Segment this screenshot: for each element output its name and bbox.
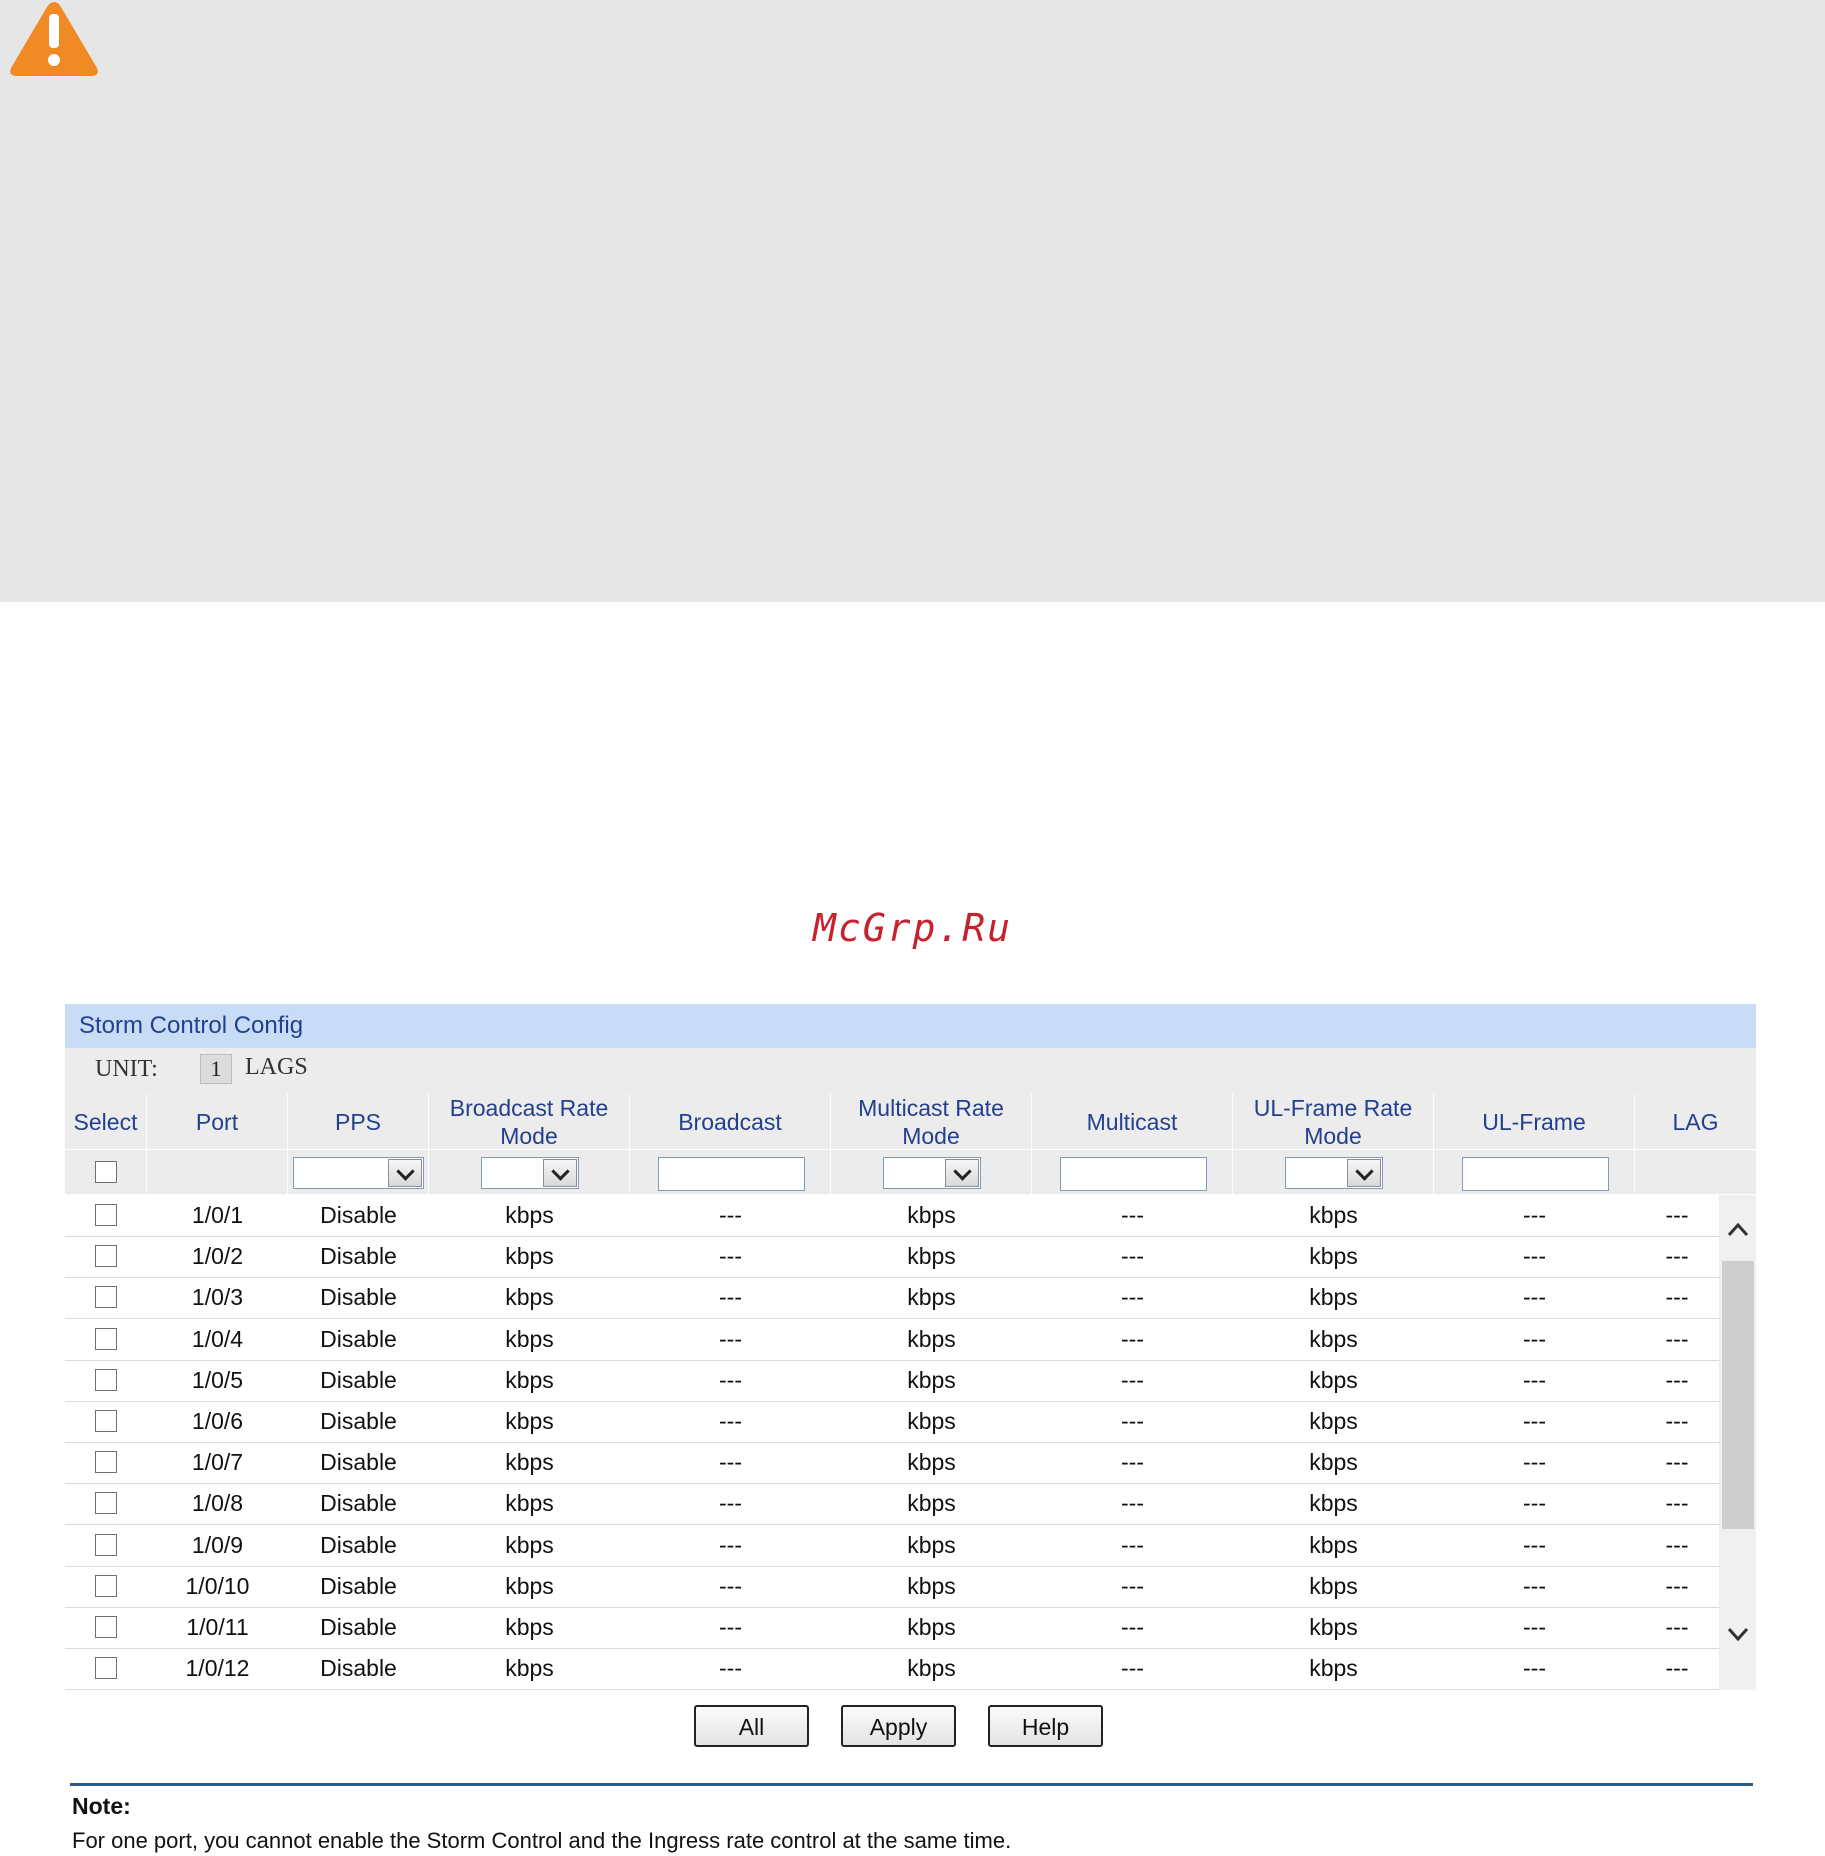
- chevron-down-icon[interactable]: [1726, 1625, 1750, 1645]
- broadcast-cell: ---: [719, 1202, 742, 1228]
- pps-cell: Disable: [320, 1531, 397, 1558]
- multicast-cell: ---: [1121, 1202, 1144, 1228]
- row-select-cell: [65, 1648, 147, 1689]
- pps-cell: Disable: [320, 1325, 397, 1352]
- row-select-checkbox[interactable]: [95, 1204, 117, 1226]
- lag-cell: ---: [1665, 1614, 1689, 1640]
- ulframe-cell: ---: [1523, 1202, 1546, 1228]
- multicast-rate-mode-cell: kbps: [907, 1572, 956, 1599]
- row-select-checkbox[interactable]: [95, 1534, 117, 1556]
- port-cell: 1/0/1: [191, 1202, 244, 1228]
- ulframe-cell: ---: [1523, 1325, 1546, 1352]
- row-select-cell: [65, 1566, 147, 1607]
- column-header-broadcast-rate-mode-line1: Broadcast Rate: [449, 1094, 609, 1121]
- filter-multicast-cell: [1032, 1150, 1233, 1194]
- row-select-checkbox[interactable]: [95, 1410, 117, 1432]
- chevron-up-icon[interactable]: [1726, 1219, 1750, 1239]
- pps-cell: Disable: [320, 1243, 397, 1270]
- filter-port-cell: [147, 1150, 288, 1194]
- lag-cell: ---: [1665, 1202, 1689, 1228]
- lag-cell: ---: [1665, 1325, 1689, 1352]
- multicast-rate-mode-cell: kbps: [907, 1655, 956, 1682]
- multicast-cell: ---: [1121, 1490, 1144, 1517]
- broadcast-rate-mode-cell: kbps: [505, 1284, 554, 1311]
- row-select-checkbox[interactable]: [95, 1575, 117, 1597]
- column-header-multicast-rate-mode-line2: Mode: [902, 1122, 960, 1149]
- broadcast-rate-mode-cell: kbps: [505, 1366, 554, 1393]
- column-header-ulframe-rate-mode: [1233, 1094, 1434, 1149]
- row-select-checkbox[interactable]: [95, 1369, 117, 1391]
- column-header-broadcast: Broadcast: [630, 1094, 831, 1149]
- lag-cell: ---: [1665, 1572, 1689, 1599]
- ulframe-cell: ---: [1523, 1243, 1546, 1270]
- column-header-lag: LAG: [1635, 1094, 1756, 1149]
- pps-cell: Disable: [320, 1655, 397, 1682]
- lag-cell: ---: [1665, 1531, 1689, 1558]
- multicast-rate-mode-cell: kbps: [907, 1284, 956, 1311]
- warning-panel: [0, 0, 1825, 602]
- unit-label: UNIT:: [95, 1056, 158, 1082]
- port-cell: 1/0/2: [191, 1243, 244, 1270]
- multicast-rate-mode-cell: kbps: [907, 1531, 956, 1558]
- ulframe-rate-mode-cell: kbps: [1309, 1366, 1358, 1393]
- broadcast-rate-mode-cell: kbps: [505, 1531, 554, 1558]
- multicast-cell: ---: [1121, 1243, 1144, 1270]
- row-select-cell: [65, 1401, 147, 1442]
- multicast-cell: ---: [1121, 1531, 1144, 1558]
- ulframe-rate-mode-cell: kbps: [1309, 1655, 1358, 1682]
- multicast-rate-mode-cell: kbps: [907, 1408, 956, 1434]
- row-select-checkbox[interactable]: [95, 1451, 117, 1473]
- column-header-pps: PPS: [288, 1094, 429, 1149]
- row-select-checkbox[interactable]: [95, 1286, 117, 1308]
- column-header-select: Select: [65, 1094, 147, 1149]
- broadcast-cell: ---: [719, 1325, 742, 1352]
- column-header-broadcast-rate-mode-line2: Mode: [500, 1122, 558, 1149]
- filter-ulframe-rate-mode-cell: [1233, 1150, 1434, 1194]
- ulframe-rate-mode-cell: kbps: [1309, 1325, 1358, 1352]
- filter-broadcast-cell: [630, 1150, 831, 1194]
- pps-cell: Disable: [320, 1449, 397, 1476]
- filter-lag-cell: [1635, 1150, 1756, 1194]
- column-header-broadcast-rate-mode: [429, 1094, 630, 1149]
- broadcast-rate-mode-cell: kbps: [505, 1325, 554, 1352]
- table-row[interactable]: [65, 1525, 1719, 1567]
- ulframe-cell: ---: [1523, 1366, 1546, 1393]
- ulframe-cell: ---: [1523, 1531, 1546, 1558]
- row-select-cell: [65, 1442, 147, 1483]
- broadcast-rate-mode-cell: kbps: [505, 1655, 554, 1682]
- ulframe-cell: ---: [1523, 1655, 1546, 1682]
- column-header-multicast-rate-mode-line1: Multicast Rate: [858, 1094, 1004, 1121]
- column-header-ulframe: UL-Frame: [1434, 1094, 1635, 1149]
- multicast-rate-mode-cell: kbps: [907, 1202, 956, 1228]
- table-row[interactable]: [65, 1483, 1719, 1525]
- multicast-input[interactable]: [1060, 1157, 1207, 1191]
- broadcast-cell: ---: [719, 1366, 742, 1393]
- row-select-cell: [65, 1236, 147, 1277]
- row-select-checkbox[interactable]: [95, 1245, 117, 1267]
- panel-title-text: Storm Control Config: [79, 1012, 304, 1039]
- multicast-rate-mode-cell: kbps: [907, 1614, 956, 1640]
- port-cell: 1/0/9: [191, 1531, 244, 1558]
- multicast-rate-mode-cell: kbps: [907, 1325, 956, 1352]
- broadcast-rate-mode-select[interactable]: [481, 1157, 579, 1189]
- lag-cell: ---: [1665, 1449, 1689, 1476]
- pps-cell: Disable: [320, 1572, 397, 1599]
- port-cell: 1/0/7: [191, 1449, 244, 1476]
- row-select-cell: [65, 1525, 147, 1566]
- table-row[interactable]: [65, 1195, 1719, 1237]
- column-header-multicast-rate-mode: [831, 1094, 1032, 1149]
- column-header-multicast: Multicast: [1032, 1094, 1233, 1149]
- column-header-ulframe-rate-mode-line2: Mode: [1304, 1122, 1362, 1149]
- table-row[interactable]: [65, 1360, 1719, 1402]
- panel-title: [65, 1004, 1756, 1048]
- storm-control-config-panel: [65, 1004, 1756, 1690]
- broadcast-cell: ---: [719, 1408, 742, 1434]
- broadcast-rate-mode-chevron-down-icon[interactable]: [543, 1159, 577, 1187]
- row-select-cell: [65, 1277, 147, 1318]
- broadcast-cell: ---: [719, 1614, 742, 1640]
- ulframe-rate-mode-cell: kbps: [1309, 1531, 1358, 1558]
- filter-pps-cell: [288, 1150, 429, 1194]
- ulframe-rate-mode-cell: kbps: [1309, 1202, 1358, 1228]
- filter-ulframe-cell: [1434, 1150, 1635, 1194]
- storm-control-table: [65, 1094, 1756, 1690]
- ulframe-cell: ---: [1523, 1572, 1546, 1599]
- port-cell: 1/0/10: [185, 1572, 250, 1599]
- row-select-cell: [65, 1195, 147, 1236]
- port-cell: 1/0/12: [185, 1655, 250, 1682]
- filter-broadcast-rate-mode-cell: [429, 1150, 630, 1194]
- table-row[interactable]: [65, 1442, 1719, 1484]
- apply-button[interactable]: Apply: [841, 1705, 956, 1747]
- lags-link[interactable]: LAGS: [245, 1054, 308, 1080]
- multicast-rate-mode-chevron-down-icon[interactable]: [945, 1159, 979, 1187]
- multicast-rate-mode-cell: kbps: [907, 1366, 956, 1393]
- watermark: McGrp.Ru: [812, 906, 1013, 950]
- filter-select-cell: [65, 1150, 147, 1194]
- broadcast-rate-mode-cell: kbps: [505, 1614, 554, 1640]
- ulframe-rate-mode-select[interactable]: [1285, 1157, 1383, 1189]
- broadcast-rate-mode-cell: kbps: [505, 1202, 554, 1228]
- table-body: [65, 1195, 1719, 1690]
- select-all-checkbox[interactable]: [95, 1161, 117, 1183]
- row-select-cell: [65, 1483, 147, 1524]
- table-row[interactable]: [65, 1648, 1719, 1690]
- pps-cell: Disable: [320, 1202, 397, 1228]
- table-row[interactable]: [65, 1607, 1719, 1649]
- ulframe-cell: ---: [1523, 1490, 1546, 1517]
- column-header-port: Port: [147, 1094, 288, 1149]
- port-cell: 1/0/4: [191, 1325, 244, 1352]
- broadcast-cell: ---: [719, 1655, 742, 1682]
- ulframe-rate-mode-cell: kbps: [1309, 1243, 1358, 1270]
- broadcast-rate-mode-cell: kbps: [505, 1408, 554, 1434]
- multicast-cell: ---: [1121, 1284, 1144, 1311]
- broadcast-cell: ---: [719, 1449, 742, 1476]
- warning-triangle-icon: [9, 0, 99, 78]
- broadcast-cell: ---: [719, 1490, 742, 1517]
- table-row[interactable]: [65, 1401, 1719, 1443]
- table-row[interactable]: [65, 1236, 1719, 1278]
- ulframe-rate-mode-cell: kbps: [1309, 1572, 1358, 1599]
- broadcast-cell: ---: [719, 1531, 742, 1558]
- ulframe-rate-mode-cell: kbps: [1309, 1449, 1358, 1476]
- row-select-checkbox[interactable]: [95, 1657, 117, 1679]
- port-cell: 1/0/8: [191, 1490, 244, 1517]
- ulframe-rate-mode-cell: kbps: [1309, 1614, 1358, 1640]
- note-text: For one port, you cannot enable the Storm Control and the Ingress rate control at the same time.: [72, 1828, 1012, 1853]
- pps-cell: Disable: [320, 1284, 397, 1311]
- multicast-cell: ---: [1121, 1614, 1144, 1640]
- ulframe-cell: ---: [1523, 1449, 1546, 1476]
- unit-1-button[interactable]: 1: [200, 1054, 232, 1084]
- multicast-rate-mode-cell: kbps: [907, 1490, 956, 1517]
- ulframe-input[interactable]: [1462, 1157, 1609, 1191]
- multicast-rate-mode-select[interactable]: [883, 1157, 981, 1189]
- port-cell: 1/0/3: [191, 1284, 244, 1311]
- column-header-ulframe-rate-mode-line1: UL-Frame Rate: [1253, 1094, 1413, 1121]
- broadcast-rate-mode-cell: kbps: [505, 1572, 554, 1599]
- broadcast-rate-mode-cell: kbps: [505, 1490, 554, 1517]
- lag-cell: ---: [1665, 1243, 1689, 1270]
- table-row[interactable]: [65, 1319, 1719, 1361]
- row-select-cell: [65, 1319, 147, 1360]
- ulframe-cell: ---: [1523, 1614, 1546, 1640]
- port-cell: 1/0/5: [191, 1366, 244, 1393]
- multicast-rate-mode-cell: kbps: [907, 1243, 956, 1270]
- note-divider: [70, 1783, 1753, 1786]
- multicast-cell: ---: [1121, 1408, 1144, 1434]
- pps-cell: Disable: [320, 1614, 397, 1640]
- pps-cell: Disable: [320, 1366, 397, 1393]
- multicast-cell: ---: [1121, 1655, 1144, 1682]
- port-cell: 1/0/11: [186, 1614, 249, 1640]
- broadcast-input[interactable]: [658, 1157, 805, 1191]
- ulframe-rate-mode-cell: kbps: [1309, 1284, 1358, 1311]
- pps-cell: Disable: [320, 1490, 397, 1517]
- pps-select[interactable]: [293, 1157, 424, 1189]
- row-select-cell: [65, 1607, 147, 1648]
- broadcast-rate-mode-cell: kbps: [505, 1243, 554, 1270]
- pps-cell: Disable: [320, 1408, 397, 1434]
- row-select-cell: [65, 1360, 147, 1401]
- row-select-checkbox[interactable]: [95, 1616, 117, 1638]
- scrollbar-thumb[interactable]: [1722, 1261, 1754, 1529]
- lag-cell: ---: [1665, 1490, 1689, 1517]
- note-title: Note:: [72, 1793, 131, 1819]
- lag-cell: ---: [1665, 1408, 1689, 1434]
- lag-cell: ---: [1665, 1366, 1689, 1393]
- filter-multicast-rate-mode-cell: [831, 1150, 1032, 1194]
- broadcast-cell: ---: [719, 1572, 742, 1599]
- multicast-cell: ---: [1121, 1572, 1144, 1599]
- ulframe-cell: ---: [1523, 1284, 1546, 1311]
- help-button[interactable]: Help: [988, 1705, 1103, 1747]
- broadcast-cell: ---: [719, 1284, 742, 1311]
- multicast-cell: ---: [1121, 1325, 1144, 1352]
- broadcast-cell: ---: [719, 1243, 742, 1270]
- port-cell: 1/0/6: [191, 1408, 244, 1434]
- ulframe-cell: ---: [1523, 1408, 1546, 1434]
- row-select-checkbox[interactable]: [95, 1492, 117, 1514]
- lag-cell: ---: [1665, 1655, 1689, 1682]
- multicast-rate-mode-cell: kbps: [907, 1449, 956, 1476]
- row-select-checkbox[interactable]: [95, 1328, 117, 1350]
- broadcast-rate-mode-cell: kbps: [505, 1449, 554, 1476]
- ulframe-rate-mode-cell: kbps: [1309, 1408, 1358, 1434]
- table-scrollbar[interactable]: [1720, 1195, 1756, 1690]
- ulframe-rate-mode-chevron-down-icon[interactable]: [1347, 1159, 1381, 1187]
- table-row[interactable]: [65, 1277, 1719, 1319]
- lag-cell: ---: [1665, 1284, 1689, 1311]
- table-row[interactable]: [65, 1566, 1719, 1608]
- unit-row: [65, 1048, 1756, 1094]
- ulframe-rate-mode-cell: kbps: [1309, 1490, 1358, 1517]
- pps-select-chevron-down-icon[interactable]: [388, 1159, 422, 1187]
- multicast-cell: ---: [1121, 1449, 1144, 1476]
- all-button[interactable]: All: [694, 1705, 809, 1747]
- multicast-cell: ---: [1121, 1366, 1144, 1393]
